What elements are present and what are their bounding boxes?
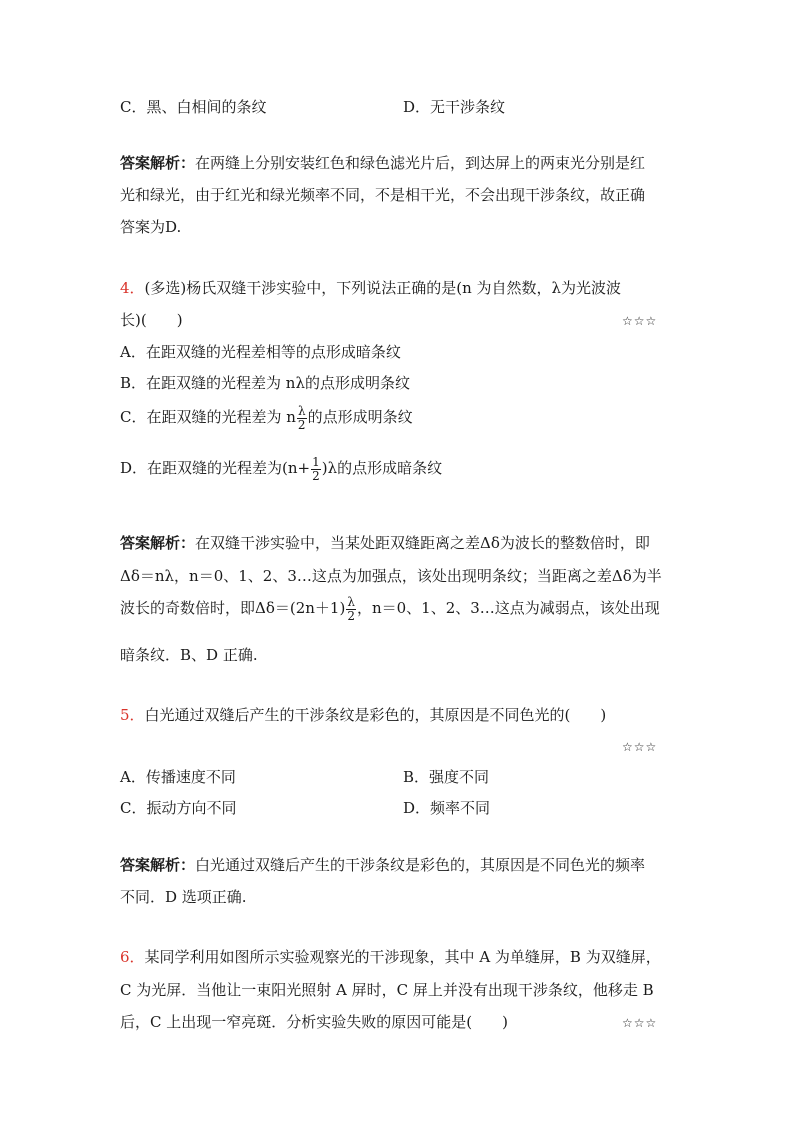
q5-option-c: C．振动方向不同 <box>120 799 237 817</box>
answer-4-line2: Δδ＝nλ，n＝0、1、2、3…这点为加强点，该处出现明条纹；当距离之差Δδ为半 <box>120 567 662 585</box>
fraction-denominator: 2 <box>312 468 320 483</box>
question-4-stem-line2: 长)( ) <box>120 311 183 329</box>
answer-3-line1 <box>120 156 645 171</box>
fraction-numerator: λ <box>347 595 355 609</box>
answer-4-line3 <box>120 596 660 622</box>
answer-5-line2: 不同．D 选项正确. <box>120 888 247 906</box>
fraction-denominator: 2 <box>347 608 355 623</box>
question-number: 4． <box>120 279 145 297</box>
fraction <box>311 456 321 482</box>
answer-label: 答案解析： <box>120 154 196 172</box>
answer-text: 白光通过双缝后产生的干涉条纹是彩色的，其原因是不同色光的频率 <box>195 856 646 874</box>
answer-4-line1 <box>120 536 650 551</box>
answer-4-line3-suffix: ，n＝0、1、2、3…这点为减弱点，该处出现 <box>356 599 660 618</box>
answer-4-line4: 暗条纹．B、D 正确. <box>120 646 258 664</box>
question-number: 6． <box>120 948 145 966</box>
question-number: 5． <box>120 706 145 724</box>
fraction-numerator: λ <box>297 404 306 418</box>
q5-option-b: B．强度不同 <box>403 768 490 786</box>
option-d-prefix: D．在距双缝的光程差为(n+ <box>120 459 311 478</box>
difficulty-stars-icon: ☆☆☆ <box>622 314 658 328</box>
fraction-numerator: 1 <box>312 455 320 469</box>
question-5-stem <box>120 708 606 723</box>
question-text: (多选)杨氏双缝干涉实验中，下列说法正确的是(n 为自然数，λ为光波波 <box>144 279 622 297</box>
answer-4-line3-prefix: 波长的奇数倍时，即Δδ＝(2n＋1) <box>120 599 346 618</box>
fraction-denominator: 2 <box>297 417 306 432</box>
answer-label: 答案解析： <box>120 534 196 552</box>
question-text: 某同学利用如图所示实验观察光的干涉现象，其中 A 为单缝屏，B 为双缝屏， <box>144 948 661 966</box>
option-d-suffix: )λ的点形成暗条纹 <box>321 459 443 478</box>
question-4-stem-line1 <box>120 281 621 296</box>
option-c-suffix: 的点形成明条纹 <box>307 408 413 427</box>
question-6-line1 <box>120 950 661 965</box>
q4-option-d <box>120 456 442 482</box>
answer-3-line2: 光和绿光，由于红光和绿光频率不同，不是相干光，不会出现干涉条纹，故正确 <box>120 186 646 204</box>
q4-option-c <box>120 405 413 431</box>
question-text: 白光通过双缝后产生的干涉条纹是彩色的，其原因是不同色光的( ) <box>144 706 607 724</box>
q4-option-b: B．在距双缝的光程差为 nλ的点形成明条纹 <box>120 374 410 392</box>
fraction <box>297 405 307 431</box>
answer-5-line1 <box>120 858 645 873</box>
answer-text: 在两缝上分别安装红色和绿色滤光片后，到达屏上的两束光分别是红 <box>195 154 646 172</box>
difficulty-stars-icon: ☆☆☆ <box>622 1016 658 1030</box>
question-6-line3: 后，C 上出现一窄亮斑．分析实验失败的原因可能是( ) <box>120 1013 508 1031</box>
fraction <box>346 596 356 622</box>
q3-option-d: D．无干涉条纹 <box>403 98 506 116</box>
answer-label: 答案解析： <box>120 856 196 874</box>
answer-text: 在双缝干涉实验中，当某处距双缝距离之差Δδ为波长的整数倍时，即 <box>195 534 650 552</box>
q5-option-a: A．传播速度不同 <box>120 768 236 786</box>
question-6-line2: C 为光屏．当他让一束阳光照射 A 屏时，C 屏上并没有出现干涉条纹，他移走 B <box>120 981 654 999</box>
difficulty-stars-icon: ☆☆☆ <box>622 740 658 754</box>
option-c-prefix: C．在距双缝的光程差为 n <box>120 408 296 427</box>
q5-option-d: D．频率不同 <box>403 799 491 817</box>
q3-option-c: C．黑、白相间的条纹 <box>120 98 267 116</box>
answer-3-line3: 答案为D. <box>120 218 182 236</box>
q4-option-a: A．在距双缝的光程差相等的点形成暗条纹 <box>120 343 401 361</box>
